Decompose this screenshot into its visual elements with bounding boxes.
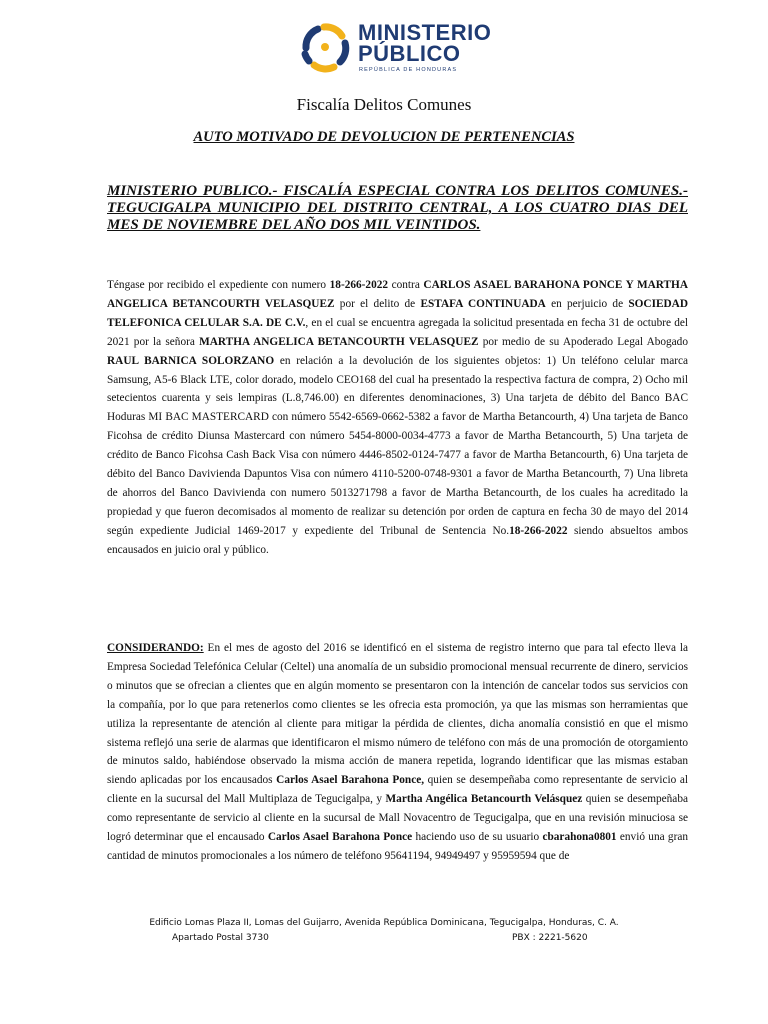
paragraph1-run: 18-266-2022	[509, 524, 568, 537]
paragraph2-run: Carlos Asael Barahona Ponce	[267, 831, 413, 844]
paragraph2-run: CONSIDERANDO:	[107, 642, 204, 654]
document-title: AUTO MOTIVADO DE DEVOLUCION DE PERTENENCIAS	[193, 129, 575, 145]
paragraph2-run: haciendo uso de su usuario	[412, 831, 543, 844]
paragraph1-run: RAUL BARNICA SOLORZANO	[107, 354, 275, 367]
office-name: Fiscalía Delitos Comunes	[296, 95, 472, 114]
paragraph1-run: contra	[388, 279, 424, 291]
paragraph2-run: quien se desempeñaba como representante de servicio al cliente en la sucursal de Mall Novacentro de Tegucigalpa, que en una revisión minuciosa se logró determinar que el encausado	[107, 793, 688, 844]
paragraph1-run: 18-266-2022	[329, 279, 389, 291]
footer-pbx: PBX : 2221-5620	[512, 933, 588, 943]
paragraph1-run: SOCIEDAD TELEFONICA CELULAR S.A. DE C.V.	[107, 297, 688, 329]
paragraph1-run: MARTHA ANGELICA BETANCOURTH VELASQUEZ	[199, 335, 479, 348]
ministerio-publico-logo	[296, 18, 492, 76]
logo-line-republica: REPÚBLICA DE HONDURAS	[359, 67, 458, 73]
paragraph1-run: CARLOS ASAEL BARAHONA PONCE Y MARTHA ANGELICA BETANCOURTH VELASQUEZ	[107, 279, 689, 310]
paragraph2-run: cbarahona0801	[542, 831, 617, 844]
paragraph2-run: envió una gran cantidad de minutos promocionales a los número de teléfono 95641194, 94949497 y 95959594 que de	[107, 831, 688, 862]
paragraph-considerando	[107, 639, 688, 866]
logo-line-ministerio: MINISTERIO	[358, 20, 492, 45]
paragraph1-run: en relación a la devolución de los siguientes objetos: 1) Un teléfono celular marca Samsung, A5-6 Black LTE, color dorado, modelo CEO168 del cual ha presentado la respectiva factura de compra, 2) Ocho mil setecientos cuarenta y seis lempiras (L.8,746.00) en diferentes denominaciones, 3) Una tarjeta de débito del Banco BAC Hoduras MI BAC MASTERCARD con número 5542-6569-0662-5382 a favor de Martha Betancourth, 4) Una tarjeta de Banco Ficohsa de crédito Diunsa Mastercard con número 5454-8000-0034-4773 a favor de Martha Betancourth, 5) Una tarjeta de crédito de Banco Ficohsa Cash Back Visa con número 4446-8502-0124-7477 a favor de Martha Betancourth, 6) Una tarjeta de débito del Banco Davivienda Dapuntos Visa con número 4110-5200-0748-9301 a favor de Martha Betancourth, 7) Una libreta de ahorros del Banco Davivienda con numero 5013271798 a favor de Martha Betancourth, de los cuales ha acreditado la propiedad y que fueron decomisados al momento de realizar su detención por orden de captura en fecha 30 de mayo del 2014 según expediente Judicial 1469-2017 y expediente del Tribunal de Sentencia No.	[107, 354, 688, 537]
footer-address: Edificio Lomas Plaza II, Lomas del Guijarro, Avenida República Dominicana, Tegucigalpa, Honduras, C. A.	[149, 918, 619, 928]
paragraph2-run: Carlos Asael Barahona Ponce,	[276, 774, 425, 787]
logo-emblem-icon	[296, 18, 354, 76]
paragraph2-run: quien se desempeñaba como representante de servicio al cliente en la sucursal del Mall Multiplaza de Tegucigalpa, y	[107, 774, 689, 806]
paragraph1-run: en perjuicio de	[545, 297, 629, 310]
footer-postal: Apartado Postal 3730	[172, 933, 269, 943]
paragraph1-run: , en el cual se encuentra agregada la solicitud presentada en fecha 31 de octubre del 2021 por la señora	[107, 316, 689, 348]
paragraph-expediente	[107, 276, 688, 560]
paragraph2-run: En el mes de agosto del 2016 se identificó en el sistema de registro interno que para tal efecto lleva la Empresa Sociedad Telefónica Celular (Celtel) una anomalía de un subsidio promocional mensual recurrente de dinero, servicios o minutos que se ofrecian a clientes que en algún momento se presentaron con la intención de cancelar todos sus servicios con la compañía, por lo que para retenerlos como clientes se les ofrecia esta promoción, ya que las mismas son herramientas que utiliza la representante de atención al cliente para mitigar la pérdida de clientes, dicha anomalía consistió en que el mismo sistema reflejó una serie de alarmas que identificaron el mismo número de teléfono con más de una promoción de otorgamiento de minutos saldo, habiéndose observado la misma acción de manera repetida, logrando identificar que las mismas estaban siendo aplicadas por los encausados	[107, 642, 688, 787]
document-heading: MINISTERIO PUBLICO.- FISCALÍA ESPECIAL CONTRA LOS DELITOS COMUNES.- TEGUCIGALPA MUNICIPIO DEL DISTRITO CENTRAL, A LOS CUATRO DIAS DEL MES DE NOVIEMBRE DEL AÑO DOS MIL VEINTIDOS.	[107, 183, 688, 233]
logo-line-publico: PÚBLICO	[358, 41, 461, 66]
paragraph1-run: por el delito de	[334, 297, 421, 310]
paragraph1-run: por medio de su Apoderado Legal Abogado	[478, 335, 688, 348]
paragraph2-run: Martha Angélica Betancourth Velásquez	[385, 793, 583, 806]
paragraph1-run: Téngase por recibido el expediente con numero	[107, 279, 330, 291]
paragraph1-run: ESTAFA CONTINUADA	[420, 297, 546, 310]
paragraph1-run: siendo absueltos ambos encausados en juicio oral y público.	[107, 524, 688, 556]
